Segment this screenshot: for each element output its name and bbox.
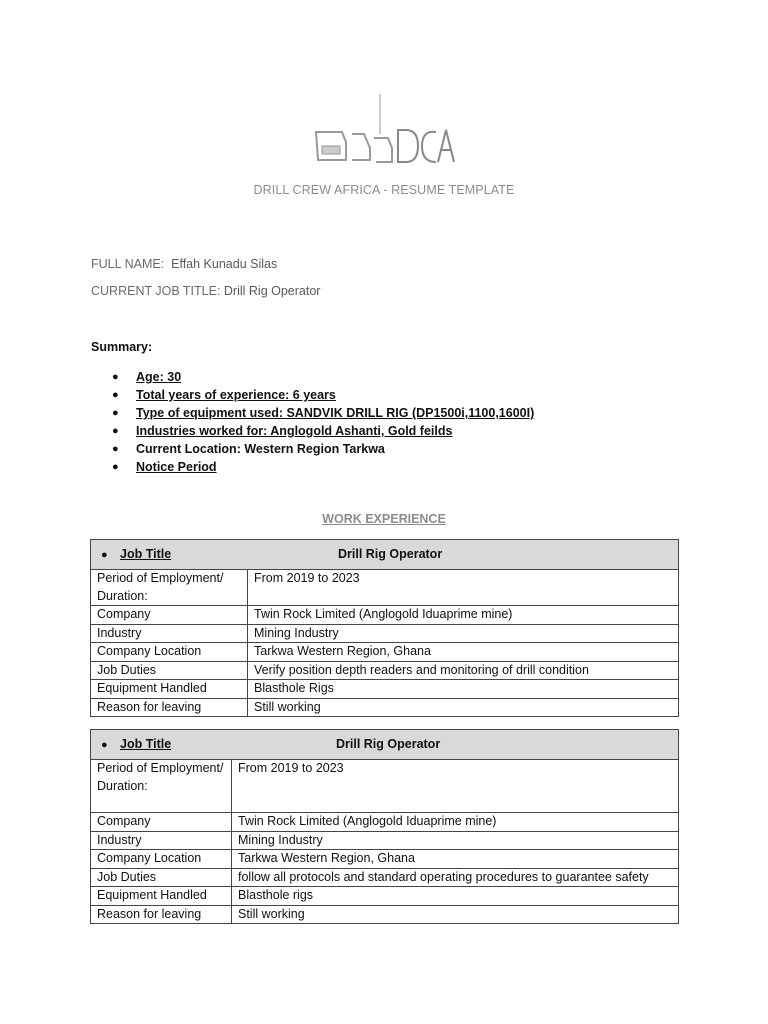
row-label: Period of Employment/ Duration: (91, 570, 248, 606)
row-value: Mining Industry (232, 831, 679, 850)
work-experience-heading: WORK EXPERIENCE (322, 512, 446, 526)
row-label: Company (91, 606, 248, 625)
table-row (91, 606, 679, 625)
document-title: DRILL CREW AFRICA - RESUME TEMPLATE (253, 183, 515, 197)
full-name-value: Effah Kunadu Silas (171, 257, 278, 271)
table-row (91, 643, 679, 662)
table-row (91, 813, 679, 832)
job-table-2 (90, 729, 679, 924)
row-value: Twin Rock Limited (Anglogold Iduaprime mine) (248, 606, 679, 625)
summary-item-equipment: ● Type of equipment used: SANDVIK DRILL RIG (DP1500i,1100,1600I) (112, 406, 535, 420)
row-value: Blasthole Rigs (248, 680, 679, 699)
table-row (91, 905, 679, 924)
bullet-icon: ● (112, 371, 119, 383)
table-row (91, 887, 679, 906)
row-value: Tarkwa Western Region, Ghana (248, 643, 679, 662)
table-row (91, 661, 679, 680)
bullet-icon: ● (112, 407, 119, 419)
table-row (91, 868, 679, 887)
row-value: Mining Industry (248, 624, 679, 643)
row-label: Industry (91, 624, 248, 643)
row-value: From 2019 to 2023 (248, 570, 679, 606)
table-row (91, 680, 679, 699)
bullet-icon: ● (101, 548, 108, 561)
summary-item-location: ● Current Location: Western Region Tarkwa (112, 442, 385, 456)
row-label: Job Duties (91, 661, 248, 680)
row-value: Twin Rock Limited (Anglogold Iduaprime mine) (232, 813, 679, 832)
row-value: From 2019 to 2023 (232, 760, 679, 813)
row-label: Period of Employment/ Duration: (91, 760, 232, 813)
row-label: Company Location (91, 643, 248, 662)
job-table-1 (90, 539, 679, 717)
row-value: Still working (248, 698, 679, 717)
row-label: Company (91, 813, 232, 832)
job-title-header-label: Job Title (120, 546, 172, 561)
summary-list (110, 368, 534, 476)
table-row (91, 760, 679, 813)
job-table-header (91, 540, 679, 570)
summary-item-experience: ● Total years of experience: 6 years (112, 388, 336, 402)
bullet-icon: ● (112, 461, 119, 473)
dca-logo (312, 92, 456, 168)
table-row (91, 570, 679, 606)
row-label: Job Duties (91, 868, 232, 887)
summary-item-age: ● Age: 30 (112, 370, 182, 384)
job-title-label: CURRENT JOB TITLE: (91, 284, 221, 298)
row-value: Verify position depth readers and monitoring of drill condition (248, 661, 679, 680)
summary-label: Summary: (91, 340, 153, 354)
bullet-icon: ● (101, 738, 108, 751)
bullet-icon: ● (112, 389, 119, 401)
row-label: Reason for leaving (91, 905, 232, 924)
bullet-icon: ● (112, 425, 119, 437)
job-title-header-value: Drill Rig Operator (338, 546, 443, 561)
job-title-header-label: Job Title (120, 736, 172, 751)
row-label: Company Location (91, 850, 232, 869)
row-value: follow all protocols and standard operating procedures to guarantee safety (232, 868, 679, 887)
summary-item-notice: ● Notice Period (112, 460, 217, 474)
job-title-header-value: Drill Rig Operator (336, 736, 441, 751)
summary-item-industries: ● Industries worked for: Anglogold Ashanti, Gold feilds (112, 424, 453, 438)
row-label: Equipment Handled (91, 887, 232, 906)
full-name-field (91, 257, 277, 271)
row-value: Tarkwa Western Region, Ghana (232, 850, 679, 869)
full-name-label: FULL NAME: (91, 257, 165, 271)
row-value: Blasthole rigs (232, 887, 679, 906)
table-row (91, 624, 679, 643)
table-row (91, 831, 679, 850)
row-label: Equipment Handled (91, 680, 248, 699)
table-row (91, 698, 679, 717)
row-value: Still working (232, 905, 679, 924)
bullet-icon: ● (112, 443, 119, 455)
row-label: Reason for leaving (91, 698, 248, 717)
job-title-value: Drill Rig Operator (223, 284, 321, 298)
current-job-title-field (91, 284, 320, 298)
row-label: Industry (91, 831, 232, 850)
table-row (91, 850, 679, 869)
job-table-header (91, 730, 679, 760)
